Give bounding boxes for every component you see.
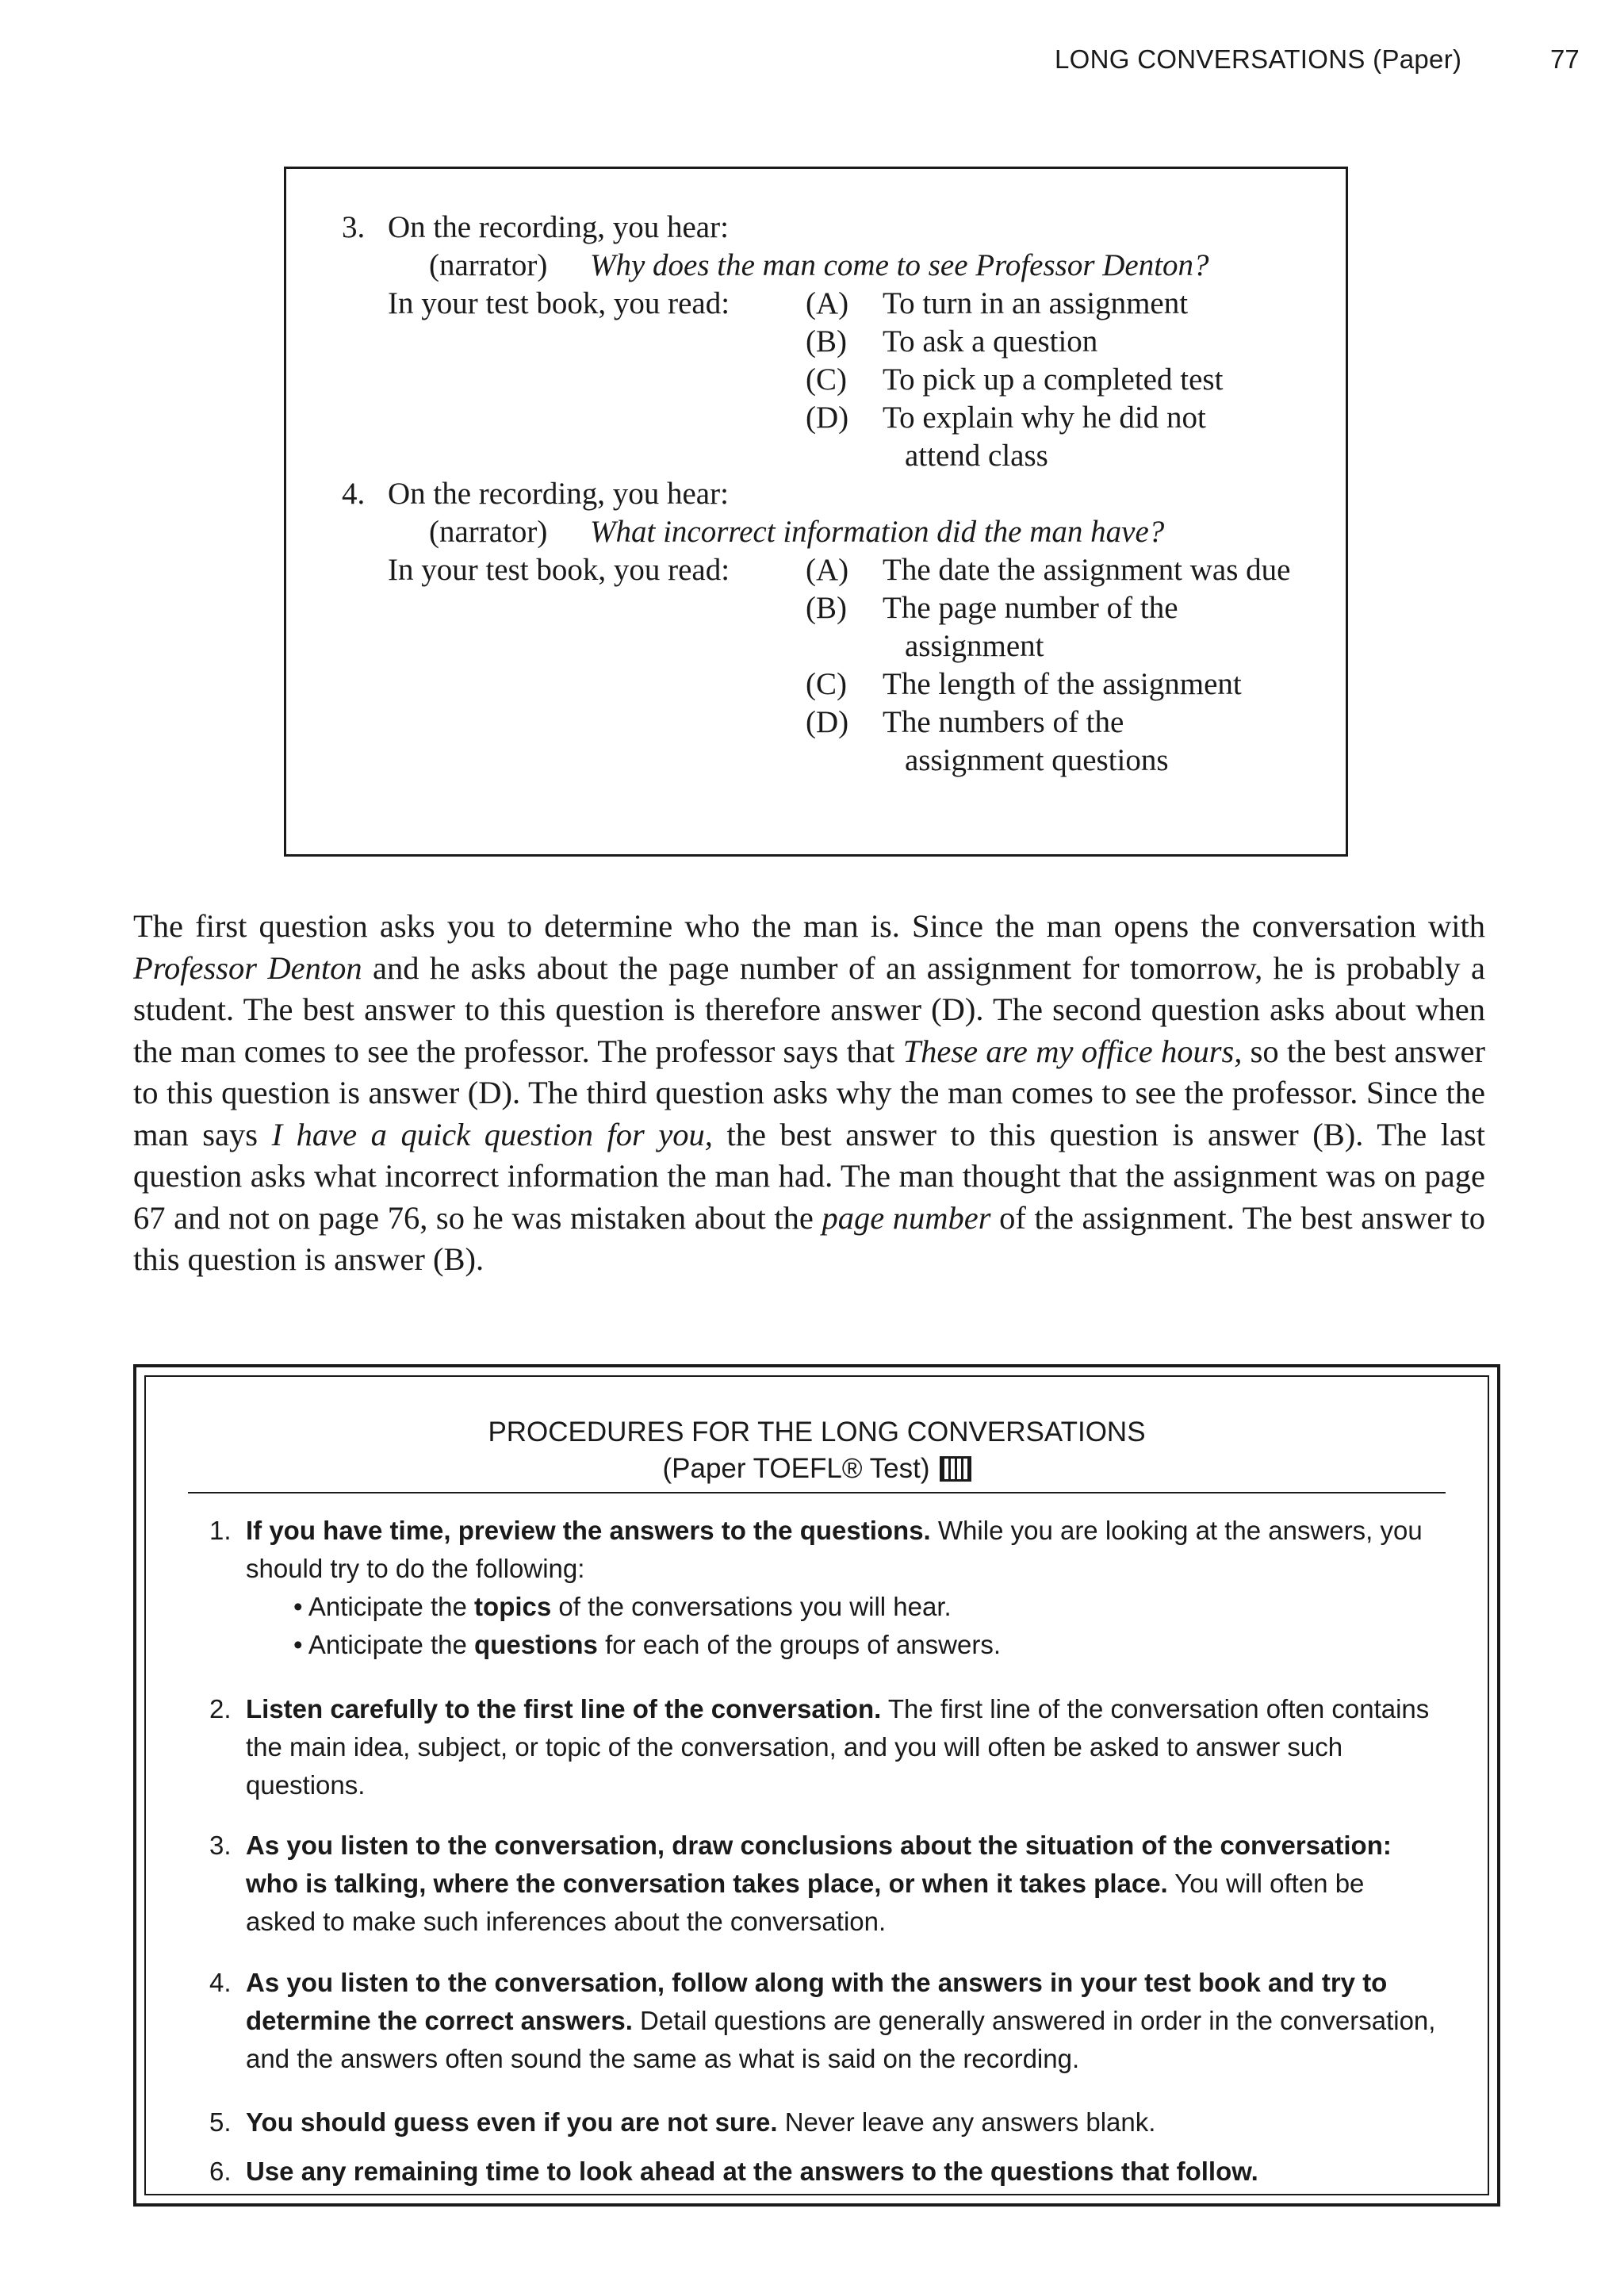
explanation-italic: I have a quick question for you, bbox=[271, 1116, 713, 1152]
procedures-title-line2 bbox=[146, 1451, 1488, 1487]
procedure-body: Detail questions are generally answered in order in the conversation, and the answers often sound the same as what is said on the recording. bbox=[246, 2006, 1436, 2073]
procedure-body: While you are looking at the answers, you should try to do the following: bbox=[246, 1516, 1423, 1583]
bullet-post: of the conversations you will hear. bbox=[551, 1592, 952, 1621]
procedure-bold: If you have time, preview the answers to the questions. bbox=[246, 1516, 931, 1545]
q3-read-label: In your test book, you read: bbox=[388, 286, 730, 320]
q4-number: 4. bbox=[342, 477, 366, 511]
procedures-inner-frame bbox=[144, 1375, 1489, 2195]
procedure-bold: You should guess even if you are not sure. bbox=[246, 2107, 778, 2137]
procedure-number: 3. bbox=[209, 1831, 232, 1860]
procedure-number: 1. bbox=[209, 1516, 232, 1545]
procedure-bold: Listen carefully to the first line of the conversation. bbox=[246, 1694, 882, 1723]
q3-option-c-text: To pick up a completed test bbox=[883, 362, 1224, 397]
q4-option-d-letter: (D) bbox=[806, 705, 849, 739]
q3-option-c-letter: (C) bbox=[806, 362, 847, 397]
procedures-title-subtitle: (Paper TOEFL® Test) bbox=[662, 1453, 930, 1484]
bullet-bold: topics bbox=[474, 1592, 552, 1621]
explanation-italic: page number bbox=[822, 1199, 991, 1236]
procedures-title-line1: PROCEDURES FOR THE LONG CONVERSATIONS bbox=[488, 1417, 1146, 1447]
explanation-paragraph bbox=[133, 906, 1485, 1281]
procedure-number: 2. bbox=[209, 1694, 232, 1723]
procedure-number: 4. bbox=[209, 1968, 232, 1997]
q3-option-a-letter: (A) bbox=[806, 286, 849, 320]
q3-number: 3. bbox=[342, 210, 366, 244]
q4-read-label: In your test book, you read: bbox=[388, 553, 730, 587]
procedure-number: 5. bbox=[209, 2107, 232, 2137]
procedure-text bbox=[246, 1512, 1440, 1664]
running-head: LONG CONVERSATIONS (Paper) bbox=[1055, 44, 1462, 74]
procedures-box bbox=[133, 1364, 1500, 2207]
procedure-bullet bbox=[246, 1588, 1440, 1626]
procedure-text bbox=[246, 1690, 1440, 1804]
explanation-text: and he asks about the page number of an assignment for tomorrow, he is probably a student. The best answer to this question is therefore answer (D). The second question asks about when the man comes to see the professor. The professor says that bbox=[133, 949, 1486, 1069]
q3-question: Why does the man come to see Professor Denton? bbox=[590, 248, 1209, 282]
procedure-text bbox=[246, 1964, 1440, 2078]
q4-option-b-letter: (B) bbox=[806, 591, 847, 625]
q4-option-b-text: The page number of the bbox=[883, 591, 1178, 625]
explanation-text: The first question asks you to determine who the man is. Since the man opens the conversation with bbox=[133, 908, 1485, 944]
procedure-bold: As you listen to the conversation, draw conclusions about the situation of the conversation: who is talking, where the conversation takes place, or when it takes place. bbox=[246, 1831, 1392, 1898]
q4-option-c-text: The length of the assignment bbox=[883, 667, 1242, 701]
q4-option-c-letter: (C) bbox=[806, 667, 847, 701]
page-number: 77 bbox=[1550, 44, 1580, 74]
procedure-text bbox=[246, 2153, 1440, 2191]
bullet-post: for each of the groups of answers. bbox=[597, 1630, 1002, 1659]
q3-option-d-letter: (D) bbox=[806, 401, 849, 435]
explanation-italic: These are my office hours, bbox=[902, 1033, 1243, 1069]
q4-option-d-text: The numbers of the bbox=[883, 705, 1124, 739]
procedures-divider bbox=[188, 1492, 1446, 1493]
q4-question: What incorrect information did the man have? bbox=[590, 515, 1165, 549]
q4-option-a-text: The date the assignment was due bbox=[883, 553, 1291, 587]
explanation-text: of the assignment. The best answer to this question is answer (B). bbox=[133, 1199, 1486, 1277]
explanation-italic: Professor Denton bbox=[133, 949, 362, 986]
procedure-text bbox=[246, 2103, 1440, 2141]
q3-narrator: (narrator) bbox=[429, 248, 548, 282]
q3-option-b-letter: (B) bbox=[806, 324, 847, 358]
q4-option-b-cont: assignment bbox=[905, 629, 1044, 663]
test-book-icon bbox=[940, 1456, 971, 1482]
procedures-title bbox=[146, 1414, 1488, 1487]
q3-option-a-text: To turn in an assignment bbox=[883, 286, 1189, 320]
procedure-bullet bbox=[246, 1626, 1440, 1664]
procedure-body: You will often be asked to make such inferences about the conversation. bbox=[246, 1869, 1365, 1936]
example-questions-box bbox=[284, 167, 1348, 857]
procedure-text bbox=[246, 1827, 1440, 1941]
q4-narrator: (narrator) bbox=[429, 515, 548, 549]
bullet-pre: • Anticipate the bbox=[293, 1592, 475, 1621]
procedure-bold: Use any remaining time to look ahead at the answers to the questions that follow. bbox=[246, 2157, 1258, 2186]
q3-option-b-text: To ask a question bbox=[883, 324, 1098, 358]
procedure-body: The first line of the conversation often contains the main idea, subject, or topic of the conversation, and you will often be asked to answer such questions. bbox=[246, 1694, 1430, 1800]
q4-option-a-letter: (A) bbox=[806, 553, 849, 587]
q4-option-d-cont: assignment questions bbox=[905, 743, 1169, 777]
q3-hear-label: On the recording, you hear: bbox=[388, 210, 729, 244]
procedure-bold: As you listen to the conversation, follow along with the answers in your test book and try to determine the correct answers. bbox=[246, 1968, 1388, 2035]
explanation-text: so the best answer to this question is answer (D). The third question asks why the man comes to see the professor. Since the man says bbox=[133, 1033, 1485, 1152]
q3-option-d-cont: attend class bbox=[905, 439, 1048, 473]
bullet-bold: questions bbox=[474, 1630, 598, 1659]
explanation-text: the best answer to this question is answer (B). The last question asks what incorrect information the man had. The man thought that the assignment was on page 67 and not on page 76, so he was mistaken about the bbox=[133, 1116, 1485, 1236]
q4-hear-label: On the recording, you hear: bbox=[388, 477, 729, 511]
bullet-pre: • Anticipate the bbox=[293, 1630, 475, 1659]
procedure-body: Never leave any answers blank. bbox=[777, 2107, 1156, 2137]
procedure-number: 6. bbox=[209, 2157, 232, 2186]
q3-option-d-text: To explain why he did not bbox=[883, 401, 1206, 435]
